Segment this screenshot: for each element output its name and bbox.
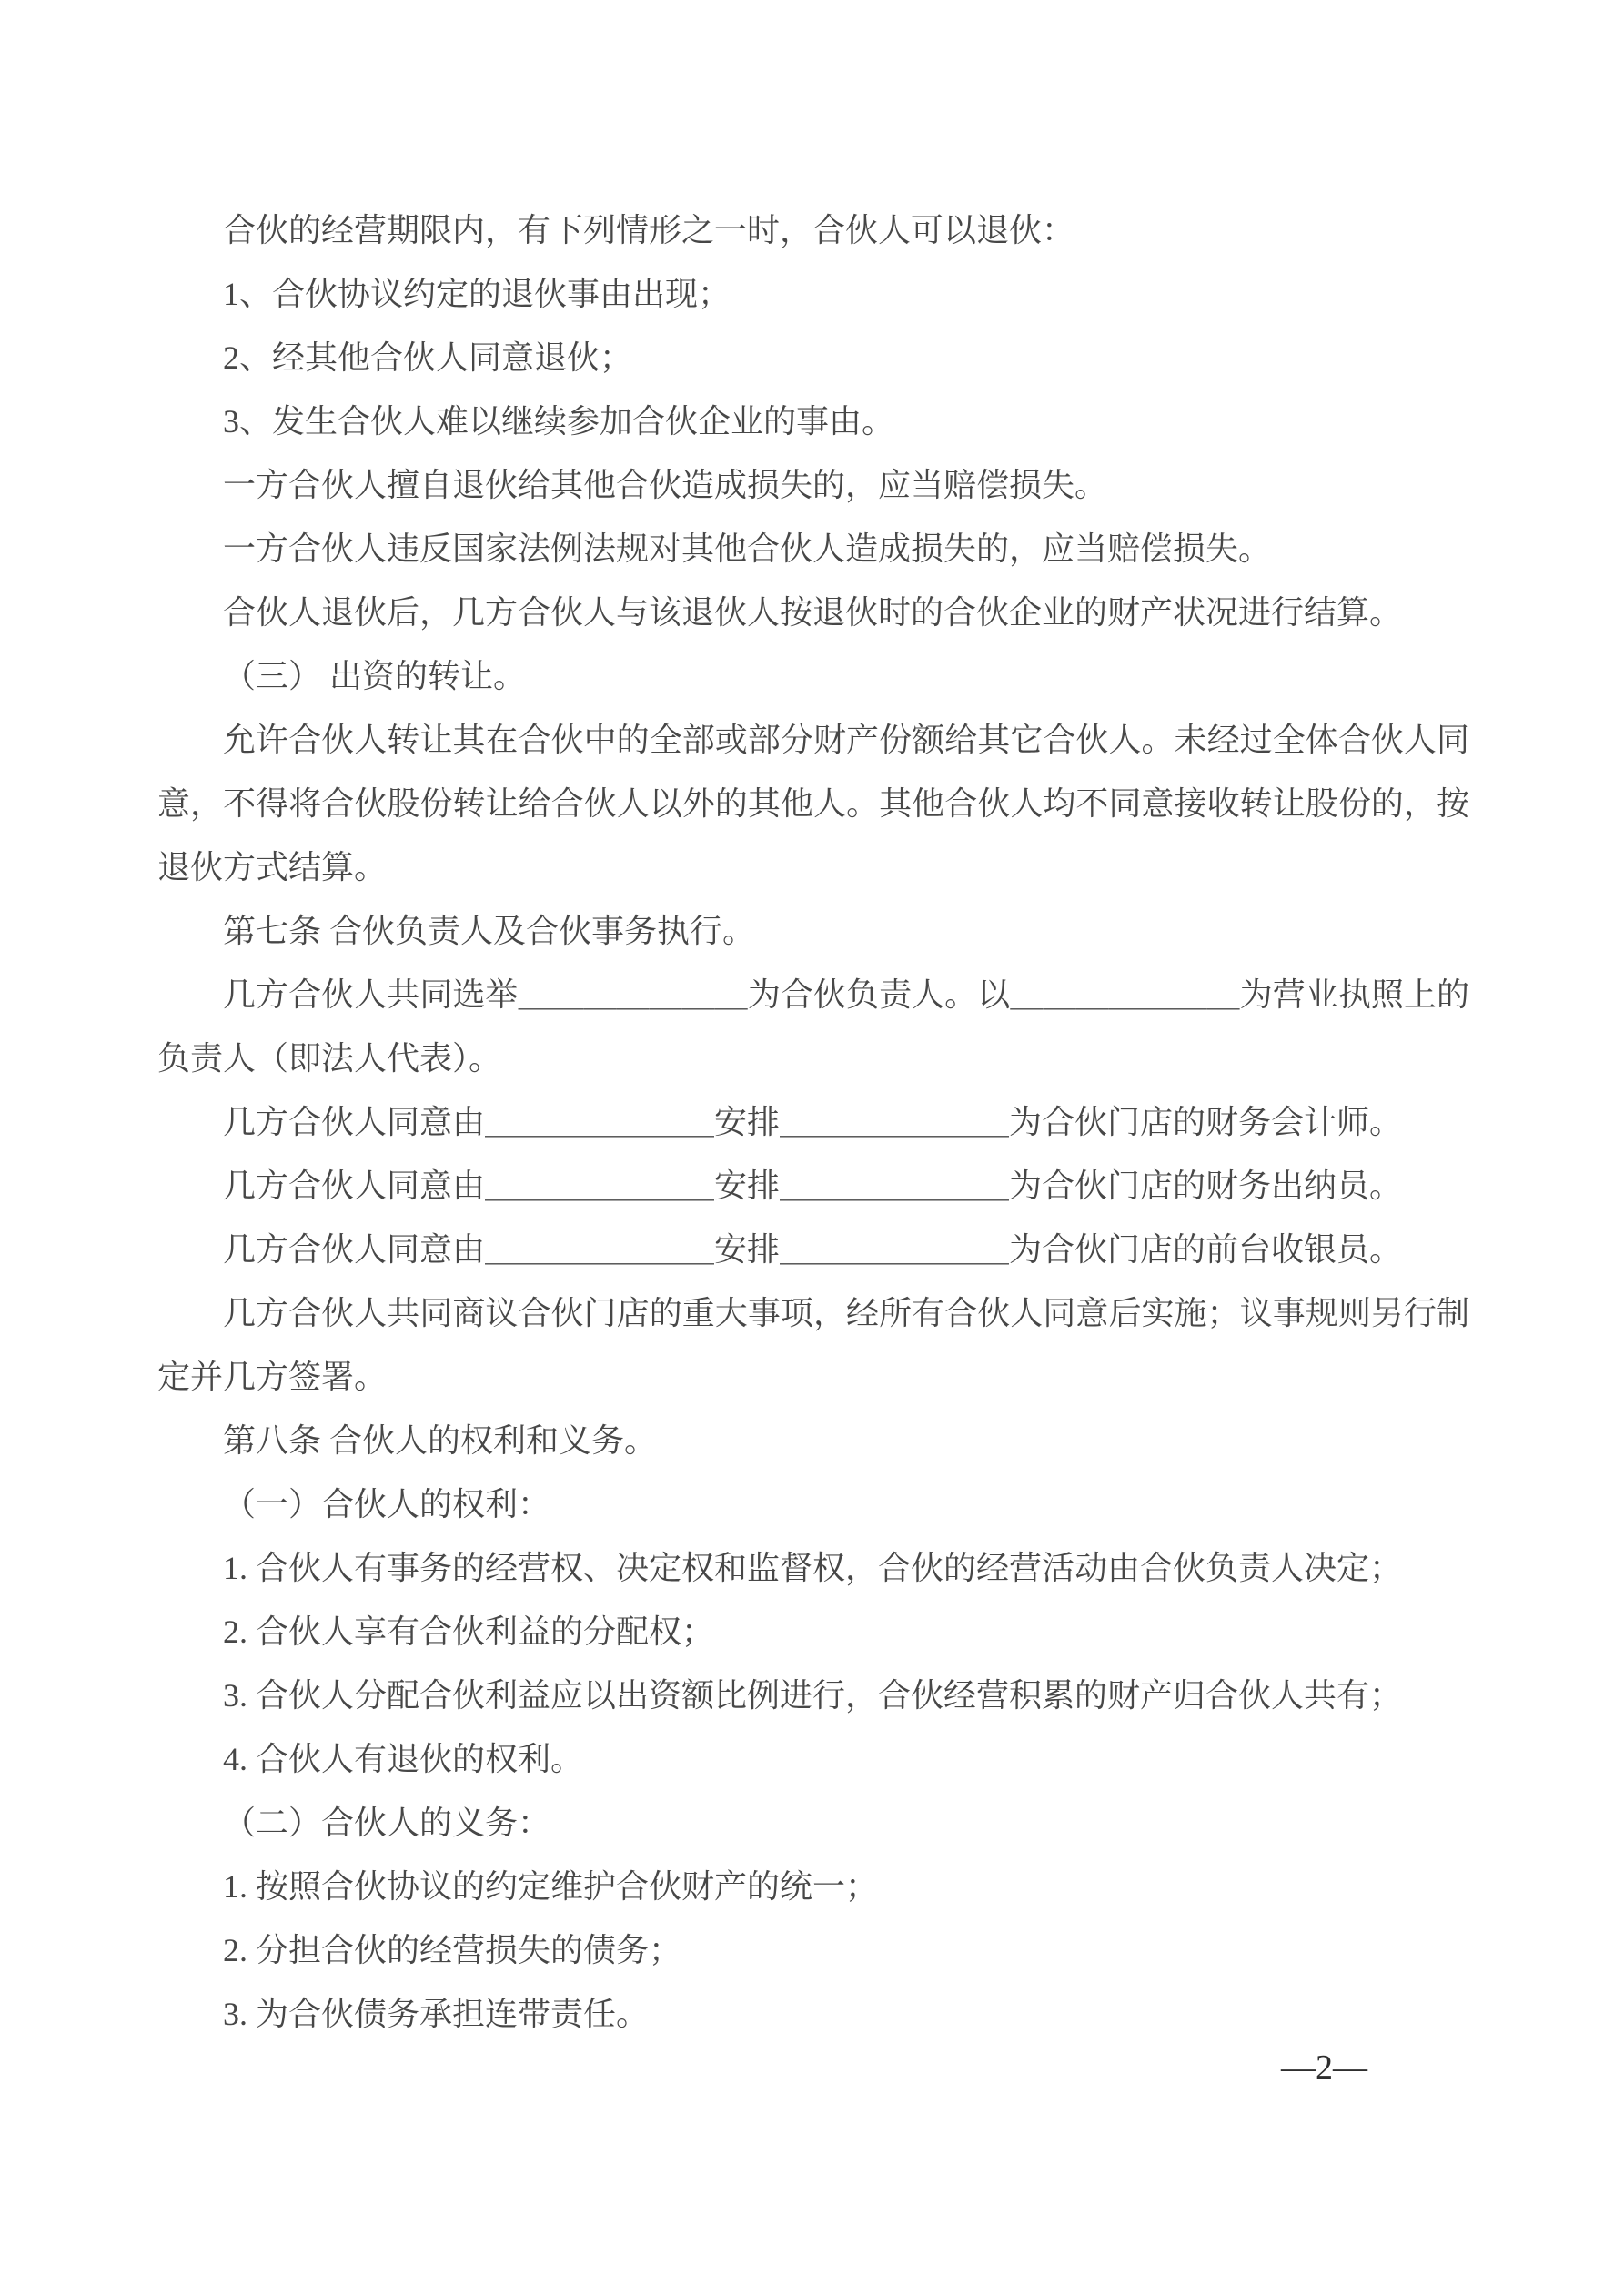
partner-right-2: 2. 合伙人享有合伙利益的分配权； xyxy=(223,1613,715,1650)
teller-assignment-clause: 几方合伙人同意由＿＿＿＿＿＿＿安排＿＿＿＿＿＿＿为合伙门店的前台收银员。 xyxy=(223,1231,1403,1268)
capital-transfer-heading: （三） 出资的转让。 xyxy=(223,658,527,694)
partner-obligation-3: 3. 为合伙债务承担连带责任。 xyxy=(223,1996,650,2032)
unauthorized-withdrawal-clause: 一方合伙人擅自退伙给其他合伙造成损失的，应当赔偿损失。 xyxy=(223,467,1108,503)
withdrawal-intro: 合伙的经营期限内，有下列情形之一时，合伙人可以退伙： xyxy=(223,212,1075,248)
major-matters-clause: 几方合伙人共同商议合伙门店的重大事项，经所有合伙人同意后实施；议事规则另行制定并几方签署。 xyxy=(157,1295,1469,1395)
document-body xyxy=(157,198,1469,2046)
page-number: —2— xyxy=(1281,2048,1367,2087)
clause-8-heading: 第八条 合伙人的权利和义务。 xyxy=(223,1422,658,1459)
partner-obligation-2: 2. 分担合伙的经营损失的债务； xyxy=(223,1932,682,1968)
cashier-assignment-clause: 几方合伙人同意由＿＿＿＿＿＿＿安排＿＿＿＿＿＿＿为合伙门店的财务出纳员。 xyxy=(223,1168,1403,1204)
partner-right-3: 3. 合伙人分配合伙利益应以出资额比例进行，合伙经营积累的财产归合伙人共有； xyxy=(223,1677,1403,1714)
partner-right-1: 1. 合伙人有事务的经营权、决定权和监督权，合伙的经营活动由合伙负责人决定； xyxy=(223,1550,1403,1586)
partner-obligations-heading: （二）合伙人的义务： xyxy=(223,1805,551,1841)
law-violation-clause: 一方合伙人违反国家法例法规对其他合伙人造成损失的，应当赔偿损失。 xyxy=(223,531,1272,567)
elect-leader-clause: 几方合伙人共同选举＿＿＿＿＿＿＿为合伙负责人。以＿＿＿＿＿＿＿为营业执照上的负责人（即法人代表）。 xyxy=(157,976,1469,1077)
withdrawal-item-3: 3、发生合伙人难以继续参加合伙企业的事由。 xyxy=(223,403,895,440)
page-footer xyxy=(157,2048,1469,2088)
clause-7-heading: 第七条 合伙负责人及合伙事务执行。 xyxy=(223,913,756,949)
withdrawal-item-1: 1、合伙协议约定的退伙事由出现； xyxy=(223,276,731,312)
partner-rights-heading: （一）合伙人的权利： xyxy=(223,1486,551,1522)
capital-transfer-clause: 允许合伙人转让其在合伙中的全部或部分财产份额给其它合伙人。未经过全体合伙人同意，不得将合伙股份转让给合伙人以外的其他人。其他合伙人均不同意接收转让股份的，按退伙方式结算。 xyxy=(157,722,1469,885)
partner-obligation-1: 1. 按照合伙协议的约定维护合伙财产的统一； xyxy=(223,1868,879,1905)
partner-right-4: 4. 合伙人有退伙的权利。 xyxy=(223,1741,584,1777)
accountant-assignment-clause: 几方合伙人同意由＿＿＿＿＿＿＿安排＿＿＿＿＿＿＿为合伙门店的财务会计师。 xyxy=(223,1104,1403,1140)
withdrawal-item-2: 2、经其他合伙人同意退伙； xyxy=(223,339,633,376)
settlement-clause: 合伙人退伙后，几方合伙人与该退伙人按退伙时的合伙企业的财产状况进行结算。 xyxy=(223,594,1403,631)
